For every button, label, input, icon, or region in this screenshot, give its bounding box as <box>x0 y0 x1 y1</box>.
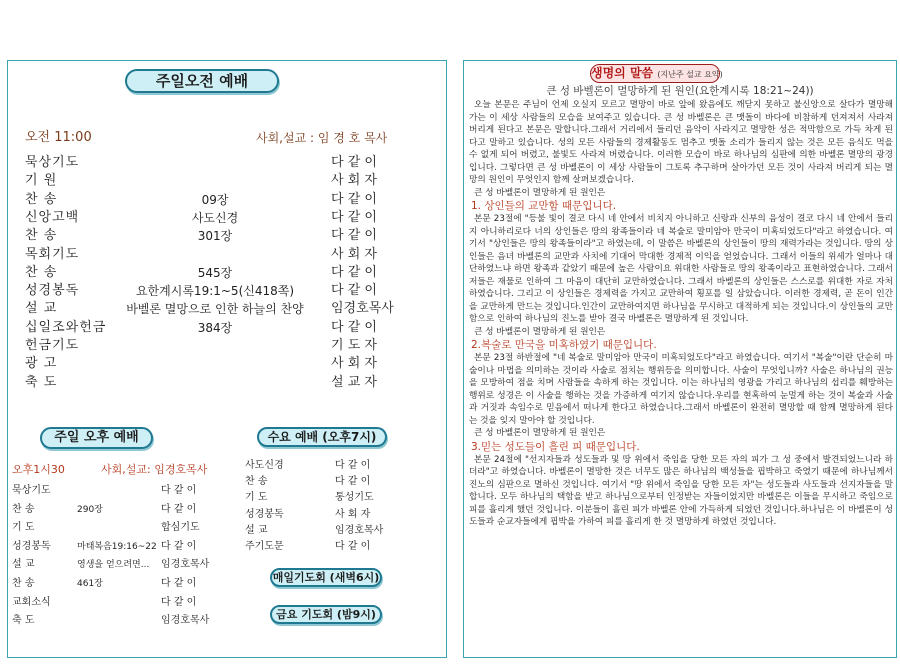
sermon-point-heading: 3.믿는 성도들이 흘린 피 때문입니다. <box>471 440 640 453</box>
pm-order-leader: 다 같 이 <box>161 540 197 552</box>
wed-service-title: 수요 예배 (오후7시) <box>257 427 387 447</box>
pm-order-content: 마태복음19:16~22 <box>77 541 157 552</box>
am-order-content: 384장 <box>197 320 233 335</box>
am-order-row <box>25 319 435 337</box>
wed-order-label: 설 교 <box>245 524 268 536</box>
am-order-label: 기 원 <box>25 173 58 189</box>
am-order-label: 찬 송 <box>25 264 58 280</box>
am-order-leader: 기 도 자 <box>331 338 377 353</box>
am-order-row <box>25 191 435 209</box>
am-order-row <box>25 355 435 373</box>
am-order-label: 축 도 <box>25 374 58 390</box>
am-order-row <box>25 300 435 318</box>
am-order-leader: 다 같 이 <box>331 264 377 280</box>
sermon-body <box>469 99 893 529</box>
am-order-label: 찬 송 <box>25 191 58 207</box>
am-order-row <box>25 172 435 190</box>
wed-order-leader: 다 같 이 <box>335 476 371 488</box>
pm-service-preacher: 사회,설교: 임경호목사 <box>101 463 208 476</box>
am-order-leader: 사 회 자 <box>331 356 377 372</box>
am-order-label: 십일조와헌금 <box>25 319 107 335</box>
sermon-paragraph: 오늘 본문은 주님이 언제 오실지 모르고 멸망이 바로 앞에 왔음에도 깨닫지 못하고 불신앙으로 살다가 멸망해 가는 이 세상 사람들의 모습을 보여주고 있습니다. 큰 성 바벨론은 큰 맷돌이 바다에 비참하게 던져져서 사라져 버리게 된다고 본문은 말합니다.그래서 거리에서 들리던 음악이 사라지고 멸망한 성은 적막함으로 가득 차게 된다고 말하고 있습니다. 성의 모든 사람들의 경제활동도 멈추고 맷돌 소리가 들리지 않는 것은 모든 음식도 먹을 수 없게 되어 버렸고, 불빛도 사라져 버렸습니다. 이러한 모습이 바로 하나님의 심판에 의한 바벨론 멸망의 광경입니다. 그렇다면 큰 성 바벨론이 이 세상 사람들이 그토록 추구하며 살아가던 모든 것이 사라져 버리게 되는 멸망의 원인이 무엇인지 함께 살펴보겠습니다. <box>469 100 893 185</box>
sermon-paragraph: 본문 23절에 "등불 빛이 결코 다시 네 안에서 비치지 아니하고 신랑과 신부의 음성이 결코 다시 네 안에서 들리지 아니하리로다 너의 상인들은 땅의 왕족들이라 네 복술로 말미암아 만국이 미혹되었도다"라고 하였습니다. 여기서 "상인들은 땅의 왕족들이라"고 하였는데, 이 말씀은 바벨론의 상인들이 땅의 재력가라는 것입니다. 땅의 상인들은 음녀 바벨론의 교만과 사치에 기대어 막대한 경제적 이익을 얻었습니다. 그래서 이들의 위세가 얼마나 대단하였느냐 하면 왕족과 같았기 때문에 높은 사람이요 위대한 사람들로 땅의 왕족이라고 표현하였습니다. 그래서 저들은 재물로 인하여 그 마음이 대단히 교만하였습니다. 그래서 바벨론의 상인들은 스스로를 위대한 자로 자처하였습니다. 그리고 이 상인들은 경제력을 가지고 교만하여 횡포를 일 삼았습니다. 이러한 경제력, 곧 돈이 인간을 교만하게 만드는 것입니다.인간이 교만하여지면 하나님을 무시하고 대적하게 되는 것입니다.이 상인들의 교만함으로 인하여 하나님의 진노를 받아 결국 바벨론은 멸망하게 된 것입니다. <box>469 214 893 324</box>
pm-order-label: 설 교 <box>12 559 35 571</box>
am-order-label: 목회기도 <box>25 246 80 262</box>
friday-prayer-title: 금요 기도회 (밤9시) <box>270 605 382 624</box>
am-order-label: 찬 송 <box>25 228 58 244</box>
pm-service-time: 오후1시30 <box>12 463 65 476</box>
pm-service-title: 주일 오후 예배 <box>40 427 153 449</box>
sermon-title: 생명의 말씀 <box>591 66 654 80</box>
pm-order-leader: 다 같 이 <box>161 485 197 496</box>
sermon-point-heading: 2.복술로 만국을 미혹하였기 때문입니다. <box>471 339 657 351</box>
pm-order-leader: 임경호목사 <box>161 615 210 627</box>
am-order-row <box>25 264 435 282</box>
am-order-row <box>25 282 435 300</box>
am-order-label: 성경봉독 <box>25 283 80 299</box>
wed-order-label: 성경봉독 <box>245 508 284 520</box>
pm-order-leader: 다 같 이 <box>161 596 197 608</box>
pm-order-label: 찬 송 <box>12 503 35 515</box>
sermon-paragraph: 큰 성 바벨론이 멸망하게 된 원인은 <box>474 326 606 337</box>
am-order-row <box>25 209 435 227</box>
wed-order-leader: 통성기도 <box>335 492 374 504</box>
wed-order-label: 사도신경 <box>245 460 284 471</box>
am-order-leader: 사 회 자 <box>331 173 377 189</box>
am-order-label: 신앙고백 <box>25 209 80 225</box>
am-order-content: 바벨론 멸망으로 인한 하늘의 찬양 <box>126 302 304 317</box>
sermon-point-heading: 1. 상인들의 교만함 때문입니다. <box>471 200 617 212</box>
wed-order-label: 기 도 <box>245 492 268 504</box>
am-order-label: 묵상기도 <box>25 155 80 170</box>
pm-order-label: 묵상기도 <box>12 485 51 496</box>
pm-order-leader: 임경호목사 <box>161 559 210 571</box>
wed-order-leader: 다 같 이 <box>335 460 371 471</box>
wed-order-leader: 사 회 자 <box>335 508 371 520</box>
am-order-leader: 사 회 자 <box>331 246 377 262</box>
pm-order-label: 축 도 <box>12 615 35 627</box>
am-service-time: 오전 11:00 <box>25 130 92 145</box>
pm-order-leader: 합심기도 <box>161 522 200 534</box>
am-order-row <box>25 374 435 392</box>
am-order-label: 설 교 <box>25 301 58 317</box>
am-order-label: 광 고 <box>25 356 58 372</box>
am-order-row <box>25 154 435 172</box>
wed-order-label: 주기도문 <box>245 541 284 552</box>
am-order-leader: 다 같 이 <box>331 319 377 335</box>
pm-order-content: 영생을 얻으려면... <box>77 560 150 571</box>
pm-order-content: 461장 <box>77 579 103 589</box>
am-order-content: 09장 <box>201 192 229 207</box>
pm-order-leader: 다 같 이 <box>161 578 197 589</box>
pm-order-label: 찬 송 <box>12 578 35 589</box>
am-order-leader: 다 같 이 <box>331 283 377 299</box>
am-order-content: 545장 <box>197 265 233 280</box>
am-order-content: 301장 <box>197 229 233 244</box>
sermon-paragraph: 큰 성 바벨론이 멸망하게 된 원인은 <box>474 428 606 438</box>
am-order-leader: 다 같 이 <box>331 228 377 244</box>
sermon-paragraph: 큰 성 바벨론이 멸망하게 된 원인은 <box>474 187 606 198</box>
am-service-title: 주일오전 예배 <box>125 69 279 93</box>
am-order-leader: 설 교 자 <box>331 374 377 390</box>
pm-order-content: 290장 <box>77 504 103 515</box>
am-order-leader: 다 같 이 <box>331 209 377 225</box>
dawn-prayer-title: 매일기도회 (새벽6시) <box>270 568 382 587</box>
pm-order-label: 성경봉독 <box>12 540 51 552</box>
am-order-content: 요한계시록19:1~5(신418쪽) <box>135 284 295 299</box>
am-order-content: 사도신경 <box>191 210 239 225</box>
sermon-title-badge <box>590 64 723 83</box>
am-order-row <box>25 246 435 264</box>
sermon-summary-panel <box>463 60 897 658</box>
pm-order-label: 기 도 <box>12 522 35 534</box>
wed-order-leader: 다 같 이 <box>335 541 371 552</box>
wed-order-leader: 임경호목사 <box>335 524 384 536</box>
am-order-row <box>25 337 435 355</box>
worship-order-panel <box>7 60 447 658</box>
am-order-label: 헌금기도 <box>25 338 80 353</box>
sermon-paragraph: 본문 24절에 "선지자들과 성도들과 및 땅 위에서 죽임을 당한 모든 자의 피가 그 성 중에서 발견되었느니라 하더라"고 하였습니다. 바벨론이 멸망한 것은 너무도 많은 하나님의 백성들을 핍박하고 죽였기 때문에 하나님께서 진노의 심판으로 멸하신 것입니다. 여기서 "땅 위에서 죽임을 당한 모든 자"는 성도들과 사도들과 선지자들을 말합니다. 모두 하나님의 택함을 받고 하나님으로부터 인정받는 자들이었지만 바벨론은 이들을 무시하고 죽임으로 피를 흘리게 했던 것입니다. 이분들이 흘린 피가 바벨론 안에 가득하게 되었던 것입니다.하나님은 이 바벨론이 성도들과 순교자들에게 핍박을 가하여 피를 흘리게 한 것 멸망하게 하였던 것입니다. <box>469 454 893 527</box>
am-service-preacher: 사회,설교 : 임 경 호 목사 <box>256 131 388 145</box>
am-order-leader: 다 같 이 <box>331 155 377 170</box>
sermon-subtitle: 큰 성 바벨론이 멸망하게 된 원인(요한계시록 18:21~24)) <box>546 85 814 97</box>
am-order-leader: 다 같 이 <box>331 191 377 207</box>
sermon-paragraph: 본문 23절 하반절에 "네 복술로 말미암아 만국이 미혹되었도다"라고 하였습니다. 여기서 "복술"이란 단순히 마술이나 마법을 의미하는 것이라 사술로 점치는 행위등을 의미합니다. 사술이 무엇입니까? 사술은 하나님의 권능을 모방하여 점을 치며 사람들을 속하게 하는 것입니다. 이는 하나님의 영광을 가리고 하나님의 섭리를 훼방하는 행위로 성경은 이 사술을 행하는 것을 가증하게 여기지 않습니다.우리를 현혹하여 눈멀게 하는 것이 복술과 사술과 거짓과 속임수로 믿음에서 떠나게 한다고 하였습니다.그래서 바벨론이 완전히 멸망할 때 함께 멸망하게 된다는 것을 잊지 말아야 할 것입니다. <box>469 353 893 426</box>
pm-order-leader: 다 같 이 <box>161 503 197 515</box>
wed-order-label: 찬 송 <box>245 476 268 488</box>
pm-order-label: 교회소식 <box>12 596 51 608</box>
am-order-leader: 임경호목사 <box>331 301 394 317</box>
am-order-row <box>25 227 435 245</box>
sermon-title-note: (지난주 설교 요약) <box>657 70 723 79</box>
